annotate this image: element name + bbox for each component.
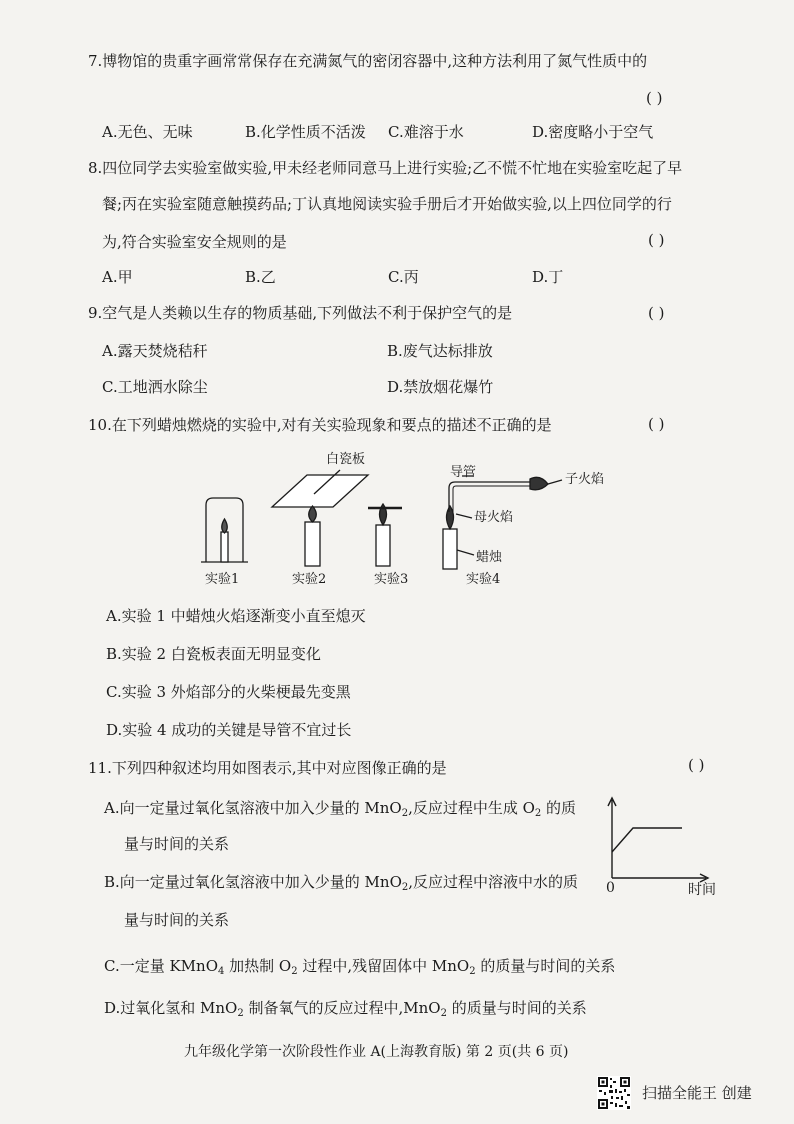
q7-option-b: B.化学性质不活泼 <box>245 123 366 141</box>
q9-option-b: B.废气达标排放 <box>387 342 493 360</box>
q8-option-c: C.丙 <box>388 268 419 286</box>
q9-option-a: A.露天焚烧秸秆 <box>102 342 208 360</box>
q11-option-b-line2: 量与时间的关系 <box>124 911 230 929</box>
q10-option-a: A.实验 1 中蜡烛火焰逐渐变小直至熄灭 <box>106 607 366 625</box>
q11-option-d: D.过氧化氢和 MnO$_2$ 制备氧气的反应过程中,MnO$_2$ 的质量与时间的关系 <box>104 999 587 1019</box>
q7-option-c: C.难溶于水 <box>388 123 464 141</box>
q7-stem: 7.博物馆的贵重字画常常保存在充满氮气的密闭容器中,这种方法利用了氮气性质中的 <box>88 52 648 70</box>
q11-option-a-line1: A.向一定量过氧化氢溶液中加入少量的 MnO$_2$,反应过程中生成 $O_2$ 的质 <box>104 799 577 819</box>
caption-exp3: 实验3 <box>374 572 409 587</box>
q11-option-c: C.一定量 KMnO$_4$ 加热制 $O_2$ 过程中,残留固体中 MnO$_2$ 的质量与时间的关系 <box>104 957 616 977</box>
q11-option-a-line2: 量与时间的关系 <box>124 835 230 853</box>
q9-answer-paren: ( ) <box>648 304 665 322</box>
q9-option-c: C.工地洒水除尘 <box>102 378 208 396</box>
q9-option-d: D.禁放烟花爆竹 <box>387 378 494 396</box>
q10-option-c: C.实验 3 外焰部分的火柴梗最先变黑 <box>106 683 351 701</box>
q10-answer-paren: ( ) <box>648 415 665 433</box>
q11-stem: 11.下列四种叙述均用如图表示,其中对应图像正确的是 <box>88 759 447 777</box>
caption-exp2: 实验2 <box>292 572 327 587</box>
q8-option-b: B.乙 <box>245 268 276 286</box>
graph-x-label: 时间 <box>688 882 716 898</box>
q8-stem-line3: 为,符合实验室安全规则的是 <box>102 233 287 251</box>
label-child-flame: 子火焰 <box>565 472 605 487</box>
q8-stem-line2: 餐;丙在实验室随意触摸药品;丁认真地阅读实验手册后才开始做实验,以上四位同学的行 <box>102 195 672 213</box>
page-footer: 九年级化学第一次阶段性作业 A(上海教育版) 第 2 页(共 6 页) <box>184 1044 569 1060</box>
label-mother-flame: 母火焰 <box>474 510 514 525</box>
q10-option-b: B.实验 2 白瓷板表面无明显变化 <box>106 645 321 663</box>
q11-option-b-line1: B.向一定量过氧化氢溶液中加入少量的 MnO$_2$,反应过程中溶液中水的质 <box>104 873 579 893</box>
label-candle: 蜡烛 <box>476 550 503 565</box>
q10-stem: 10.在下列蜡烛燃烧的实验中,对有关实验现象和要点的描述不正确的是 <box>88 416 552 434</box>
q8-answer-paren: ( ) <box>648 231 665 249</box>
qr-code-icon <box>597 1076 631 1110</box>
q7-option-d: D.密度略小于空气 <box>532 123 654 141</box>
q8-stem-line1: 8.四位同学去实验室做实验,甲未经老师同意马上进行实验;乙不慌不忙地在实验室吃起了早 <box>88 159 683 177</box>
graph-origin-label: 0 <box>606 880 615 896</box>
q9-stem: 9.空气是人类赖以生存的物质基础,下列做法不利于保护空气的是 <box>88 304 513 322</box>
q8-option-d: D.丁 <box>532 268 564 286</box>
q11-answer-paren: ( ) <box>688 756 705 774</box>
caption-exp4: 实验4 <box>466 572 501 587</box>
q8-option-a: A.甲 <box>102 268 133 286</box>
q7-answer-paren: ( ) <box>646 89 663 107</box>
scanner-watermark-text: 扫描全能王 创建 <box>642 1084 752 1102</box>
q10-option-d: D.实验 4 成功的关键是导管不宜过长 <box>106 721 352 739</box>
label-tube: 导管 <box>450 465 477 480</box>
q7-option-a: A.无色、无味 <box>102 123 193 141</box>
graph-curve <box>612 828 682 852</box>
caption-exp1: 实验1 <box>205 572 240 587</box>
label-porcelain-plate: 白瓷板 <box>326 452 366 467</box>
